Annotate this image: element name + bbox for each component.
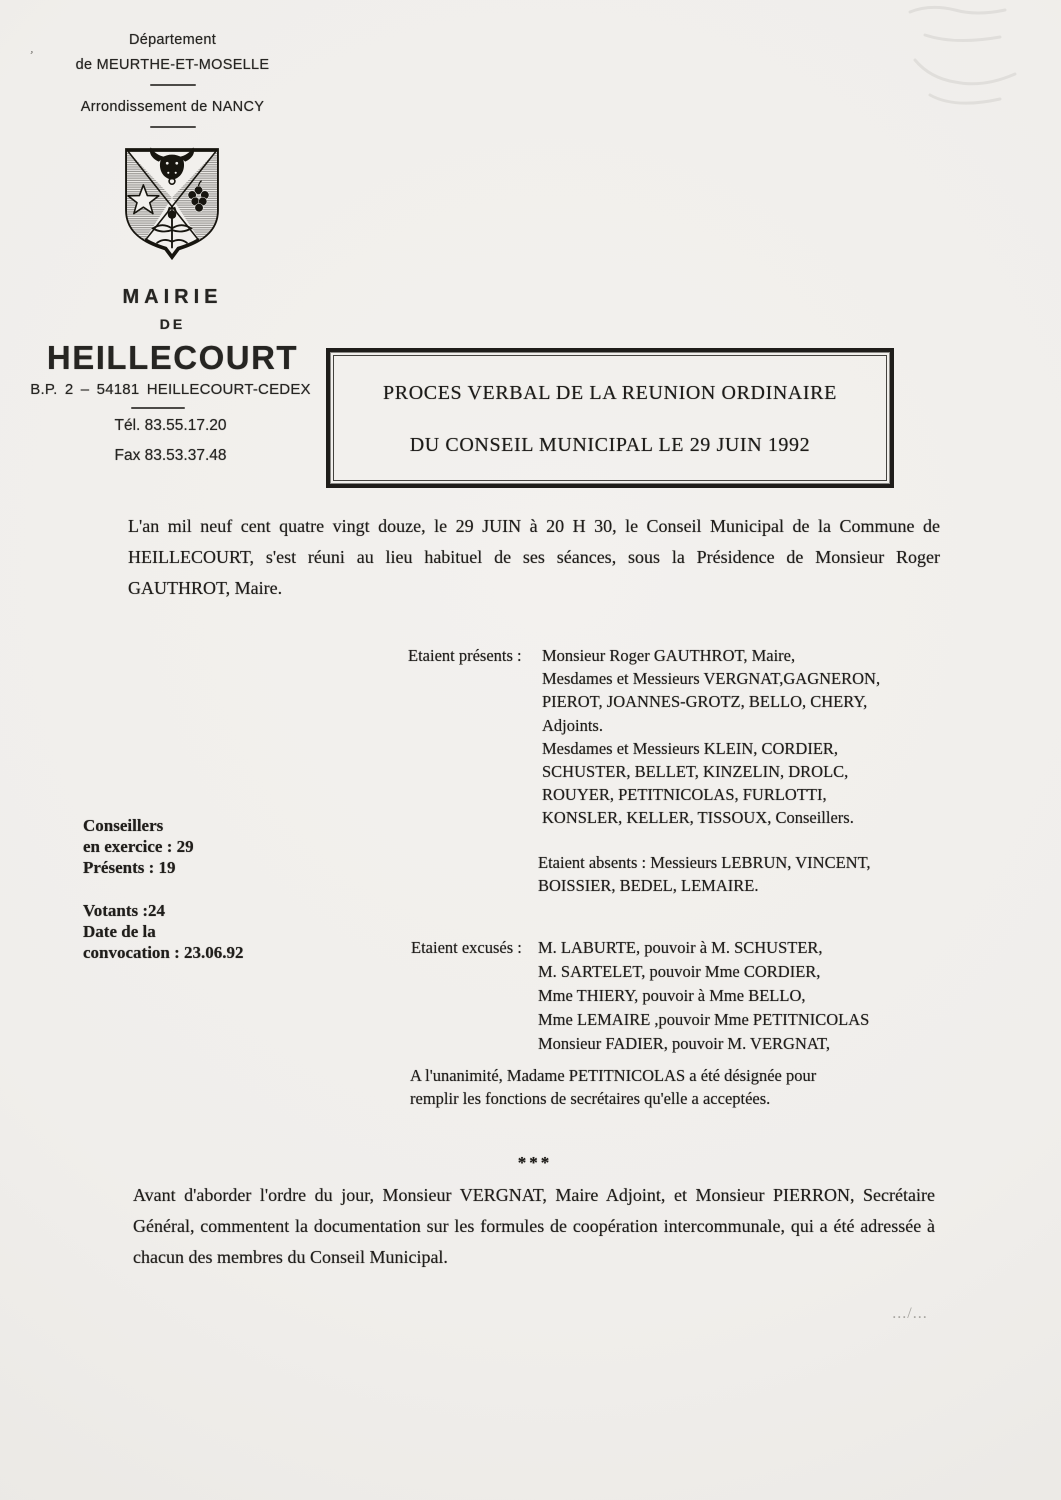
intro-paragraph: L'an mil neuf cent quatre vingt douze, le 29 JUIN à 20 H 30, le Conseil Municipal de la Commune de HEILLECOURT, s'est réuni au lieu habituel de ses séances, sous la Présidence de Monsieur Roger GAUTHROT, Maire. [128, 516, 940, 598]
absents-label: Etaient absents : [538, 853, 647, 872]
department-line2: de MEURTHE-ET-MOSELLE [75, 57, 270, 73]
presents-line: ROUYER, PETITNICOLAS, FURLOTTI, [542, 785, 827, 805]
secretary-note [410, 1064, 890, 1110]
counter-line: Présents : 19 [83, 858, 176, 877]
document-title-line2: DU CONSEIL MUNICIPAL LE 29 JUIN 1992 [409, 434, 811, 456]
absents-names: Messieurs LEBRUN, VINCENT, [650, 853, 871, 872]
presents-line: Mesdames et Messieurs KLEIN, CORDIER, [542, 738, 839, 758]
counter-line: convocation : 23.06.92 [83, 943, 244, 962]
presents-section [408, 644, 928, 830]
divider-rule [150, 84, 196, 86]
excuses-line: Mme THIERY, pouvoir à Mme BELLO, [538, 986, 806, 1005]
divider-rule [150, 126, 196, 128]
divider-rule [131, 407, 185, 409]
excuses-line: M. LABURTE, pouvoir à M. SCHUSTER, [538, 938, 823, 957]
excuses-line: Mme LEMAIRE ,pouvoir Mme PETITNICOLAS [538, 1010, 870, 1029]
fax-number: Fax 83.53.37.48 [114, 447, 227, 464]
secretary-note-line1: A l'unanimité, Madame PETITNICOLAS a été désignée pour [410, 1066, 817, 1085]
spacer [83, 878, 244, 900]
counter-line: Date de la [83, 922, 156, 941]
department-line1: Département [128, 32, 217, 48]
coat-of-arms-icon [119, 141, 225, 266]
presents-line: Adjoints. [542, 715, 603, 735]
ink-speck-artifact: ’ [27, 47, 35, 63]
presents-line: PIEROT, JOANNES-GROTZ, BELLO, CHERY, [542, 692, 868, 712]
excuses-label: Etaient excusés : [411, 938, 522, 957]
mairie-block [46, 286, 299, 377]
presents-line: KONSLER, KELLER, TISSOUX, Conseillers. [542, 808, 854, 828]
department-header [70, 28, 275, 137]
excuses-section [411, 936, 951, 1056]
excuses-list [538, 936, 869, 1056]
presents-line: Mesdames et Messieurs VERGNAT,GAGNERON, [542, 669, 881, 689]
margin-counters [83, 815, 244, 963]
secretary-note-line2: remplir les fonctions de secrétaires qu'elle a acceptées. [410, 1089, 771, 1108]
document-title-line1: PROCES VERBAL DE LA REUNION ORDINAIRE [383, 382, 837, 404]
excuses-line: M. SARTELET, pouvoir Mme CORDIER, [538, 962, 821, 981]
section-separator: *** [517, 1153, 553, 1172]
excuses-line: Monsieur FADIER, pouvoir M. VERGNAT, [538, 1034, 830, 1053]
document-title-box [326, 348, 894, 488]
absents-line2: BOISSIER, BEDEL, LEMAIRE. [538, 876, 759, 896]
presents-label: Etaient présents : [408, 646, 522, 665]
continuation-mark: .../... [892, 1305, 928, 1322]
closing-paragraph: Avant d'aborder l'ordre du jour, Monsieur VERGNAT, Maire Adjoint, et Monsieur PIERRON, Secrétaire Général, commentent la documentation sur les formules de coopération intercommunale, qui a été adressée à chacun des membres du Conseil Municipal. [133, 1185, 935, 1267]
counter-line: Votants :24 [83, 901, 166, 920]
presents-list [542, 644, 880, 830]
commune-name: HEILLECOURT [46, 339, 299, 376]
counter-line: en exercice : 29 [83, 837, 194, 856]
title-box-inner-border [333, 355, 887, 481]
faint-scribble-artifact [870, 0, 1060, 140]
phone-number: Tél. 83.55.17.20 [114, 417, 227, 434]
mairie-title: MAIRIE [122, 286, 223, 308]
absents-section [538, 851, 933, 897]
presents-line: Monsieur Roger GAUTHROT, Maire, [542, 646, 796, 665]
postal-address: B.P. 2 – 54181 HEILLECOURT-CEDEX [30, 381, 311, 398]
presents-line: SCHUSTER, BELLET, KINZELIN, DROLC, [542, 762, 849, 782]
arrondissement-line: Arrondissement de NANCY [80, 99, 265, 115]
mairie-de: DE [159, 316, 186, 332]
counter-line: Conseillers [83, 816, 164, 835]
absents-line1 [538, 851, 933, 874]
